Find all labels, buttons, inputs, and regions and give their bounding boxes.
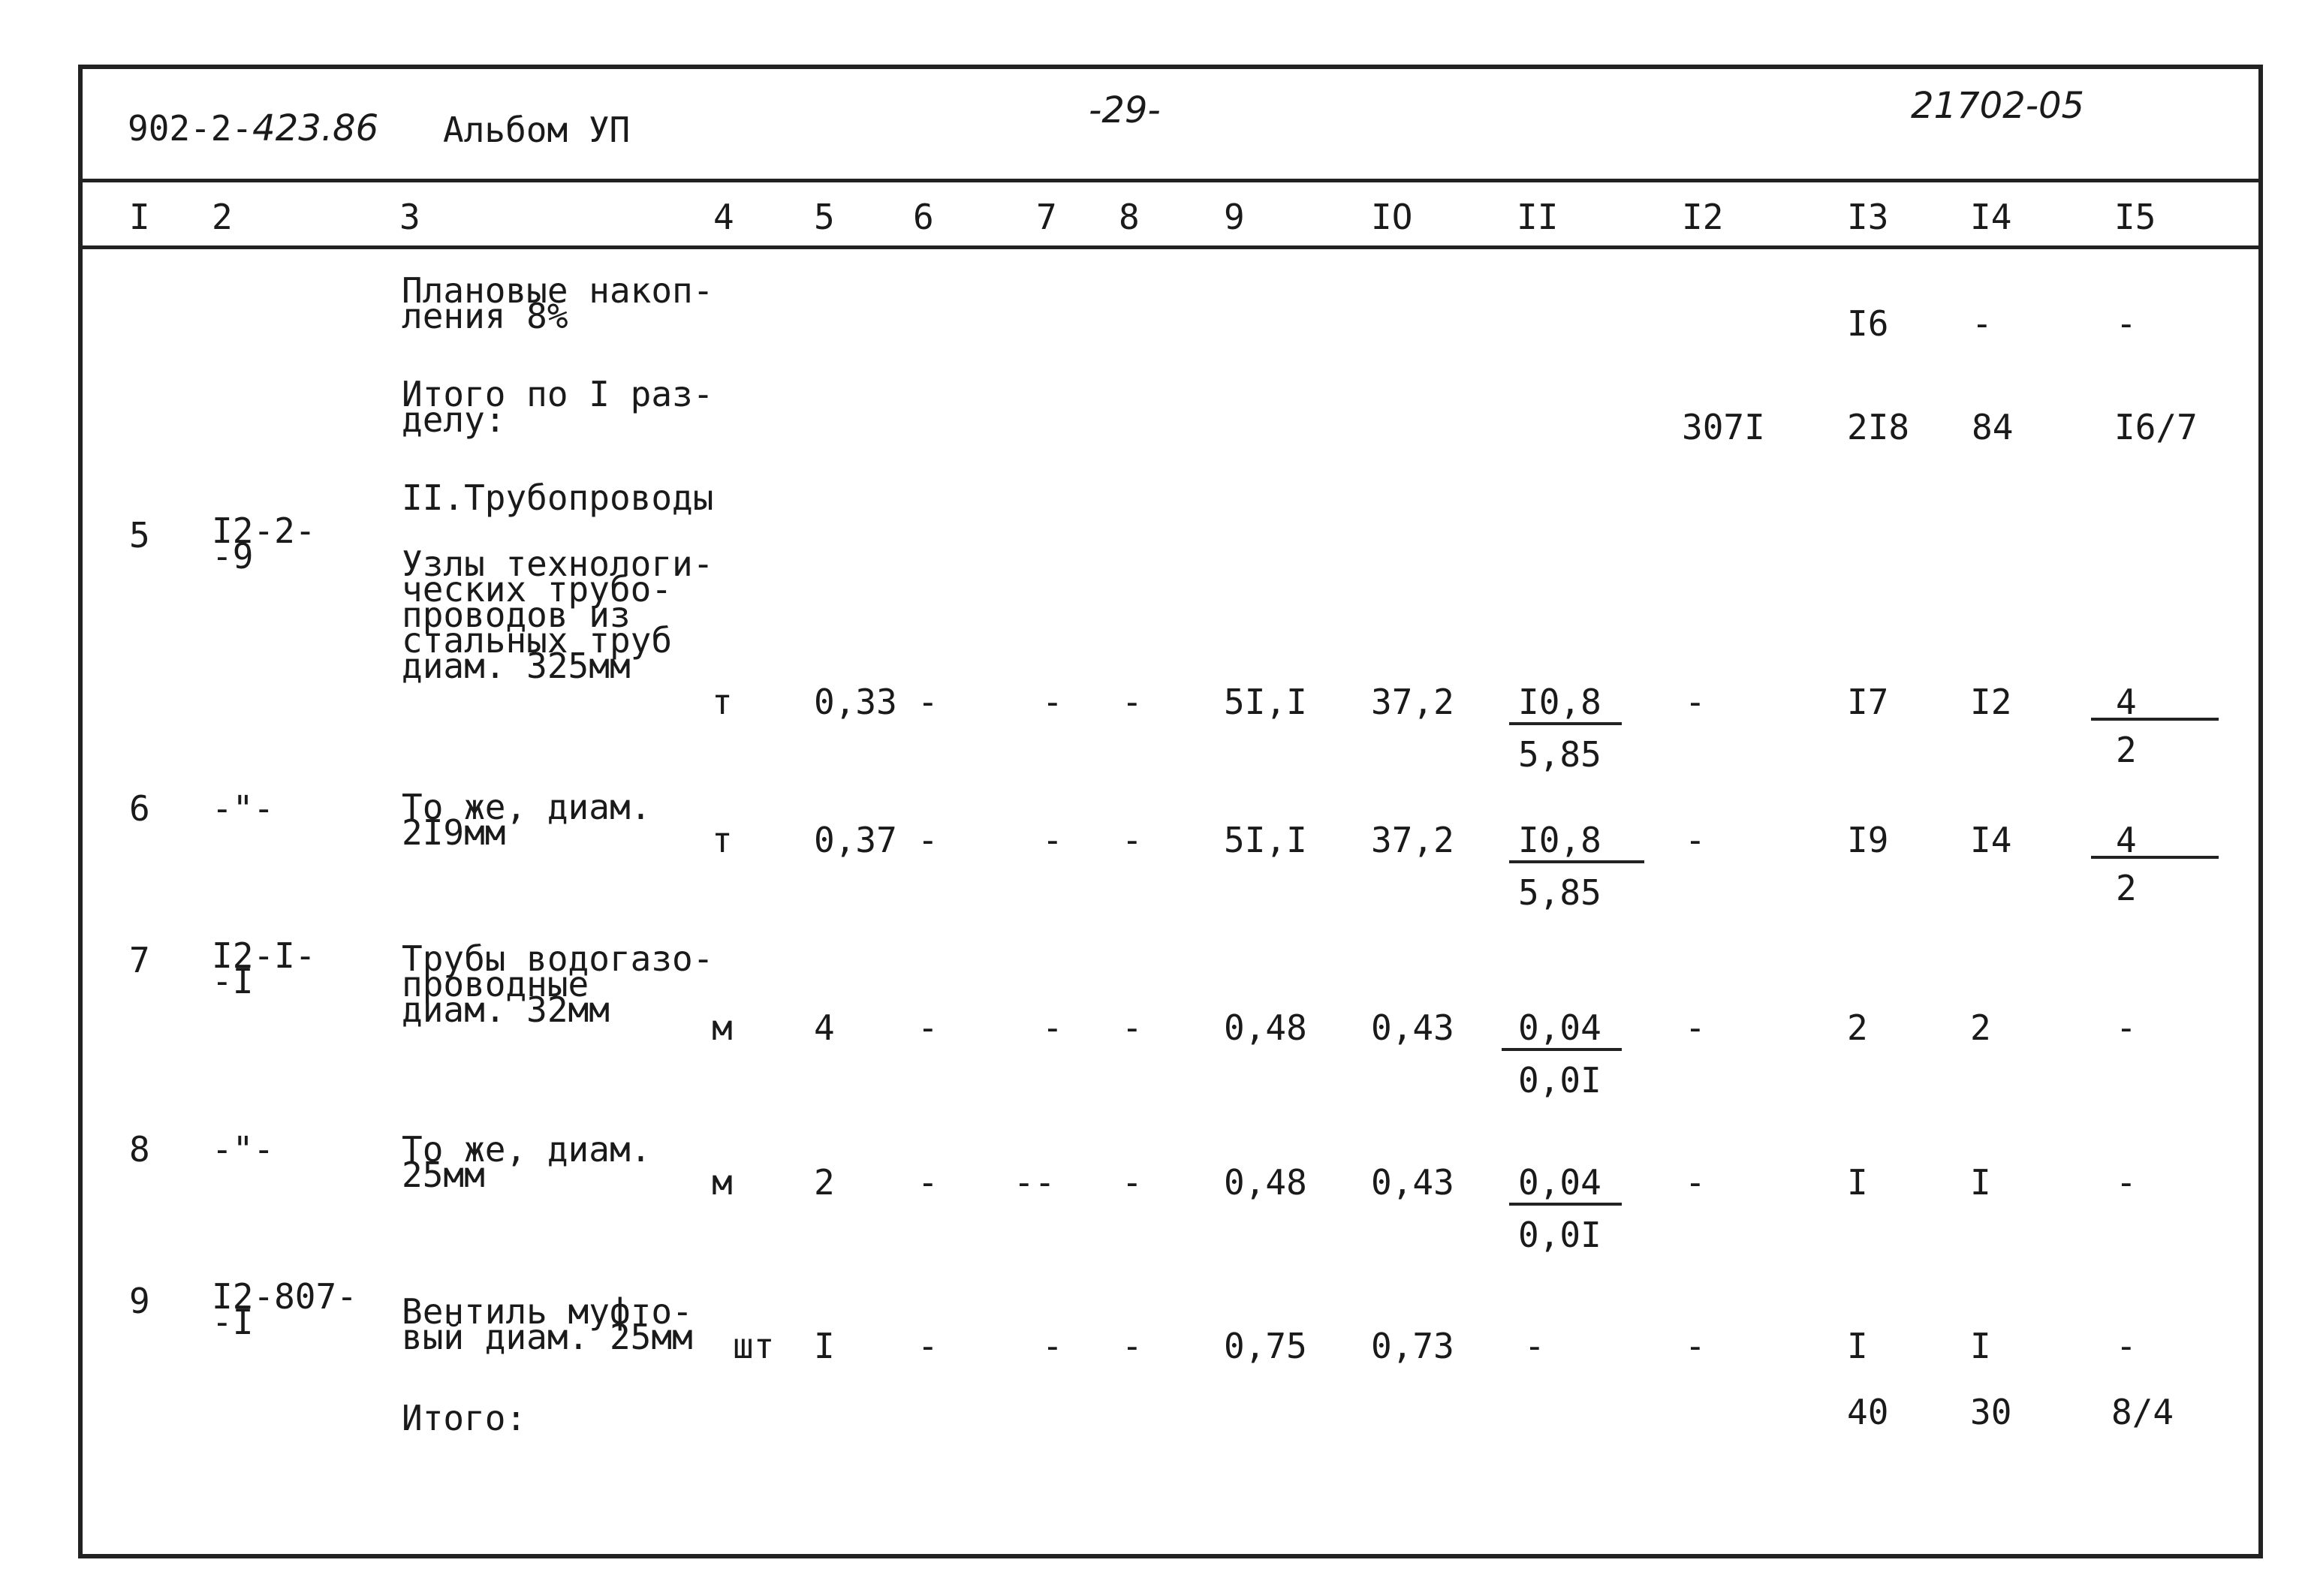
cell: 5I,I bbox=[1224, 682, 1307, 722]
cell: 0,73 bbox=[1371, 1326, 1454, 1366]
col-header: I3 bbox=[1847, 197, 1889, 237]
row-code: -"- bbox=[212, 788, 275, 829]
cell: - bbox=[1042, 1326, 1063, 1366]
cell-fraction-top: 4 bbox=[2116, 820, 2137, 860]
section-title: II.Трубопроводы bbox=[402, 477, 714, 518]
cell-fraction-top: 0,04 bbox=[1518, 1162, 1601, 1203]
row-number: 7 bbox=[129, 940, 150, 980]
fraction-line bbox=[2091, 718, 2219, 721]
cell: I bbox=[1847, 1326, 1868, 1366]
col-header: I2 bbox=[1682, 197, 1724, 237]
album-title: Альбом УП bbox=[443, 110, 631, 150]
row-code: I2-2- -9 bbox=[212, 510, 316, 577]
cell: - bbox=[1685, 820, 1706, 860]
cell: - bbox=[917, 682, 939, 722]
cell-fraction-top: 0,04 bbox=[1518, 1007, 1601, 1048]
cell: - bbox=[1972, 303, 1993, 344]
cell-fraction-bottom: 0,0I bbox=[1518, 1215, 1601, 1255]
col-header: II bbox=[1517, 197, 1559, 237]
cell: I9 bbox=[1847, 820, 1889, 860]
cell: 307I bbox=[1682, 407, 1765, 447]
cell-fraction-top: I0,8 bbox=[1518, 682, 1601, 722]
cell: I bbox=[1970, 1326, 1991, 1366]
cell: 8/4 bbox=[2111, 1392, 2174, 1432]
cell: - bbox=[1042, 820, 1063, 860]
cell-fraction-bottom: 5,85 bbox=[1518, 872, 1601, 913]
cell: - bbox=[1122, 682, 1143, 722]
row-code: I2-807- -I bbox=[212, 1276, 357, 1342]
col-header: 4 bbox=[713, 197, 734, 237]
cell: - bbox=[2116, 1007, 2137, 1048]
cell: 0,48 bbox=[1224, 1162, 1307, 1203]
col-header: 2 bbox=[212, 197, 233, 237]
row-name: То же, диам. 2I9мм bbox=[402, 787, 652, 853]
cell-fraction-bottom: 2 bbox=[2116, 730, 2137, 770]
cell: 37,2 bbox=[1371, 820, 1454, 860]
cell: - bbox=[1122, 1007, 1143, 1048]
col-header: I5 bbox=[2114, 197, 2156, 237]
cell-unit: т bbox=[712, 820, 733, 860]
cell: - bbox=[2116, 1326, 2137, 1366]
col-header: I4 bbox=[1970, 197, 2012, 237]
cell: 40 bbox=[1847, 1392, 1889, 1432]
cell: 0,75 bbox=[1224, 1326, 1307, 1366]
row-code: I2-I- -I bbox=[212, 935, 316, 1001]
col-header: 3 bbox=[399, 197, 420, 237]
cell: - bbox=[1122, 1326, 1143, 1366]
cell: I2 bbox=[1970, 682, 2012, 722]
cell: 0,43 bbox=[1371, 1162, 1454, 1203]
row-plan-name: Плановые накоп- ления 8% bbox=[402, 270, 714, 336]
cell: I bbox=[814, 1326, 835, 1366]
cell: 2 bbox=[1847, 1007, 1868, 1048]
cell: 84 bbox=[1972, 407, 2014, 447]
fraction-line bbox=[2091, 856, 2219, 859]
cell: - bbox=[1685, 1007, 1706, 1048]
cell: - bbox=[917, 1007, 939, 1048]
doc-code: 902-2-423.86 bbox=[128, 107, 379, 149]
cell: - bbox=[917, 1162, 939, 1203]
cell-unit: м bbox=[712, 1162, 733, 1203]
cell: - bbox=[917, 1326, 939, 1366]
row-total1-name: Итого по I раз- делу: bbox=[402, 374, 714, 440]
cell: I6 bbox=[1847, 303, 1889, 344]
page-number: -29- bbox=[1089, 89, 1161, 131]
cell-fraction-bottom: 2 bbox=[2116, 868, 2137, 908]
cell: 0,33 bbox=[814, 682, 897, 722]
cell: - bbox=[1042, 682, 1063, 722]
column-header-rule bbox=[83, 245, 2258, 249]
cell: I7 bbox=[1847, 682, 1889, 722]
fraction-line bbox=[1509, 722, 1622, 725]
col-header: IO bbox=[1371, 197, 1413, 237]
cell-fraction-bottom: 5,85 bbox=[1518, 734, 1601, 775]
fraction-line bbox=[1509, 860, 1644, 863]
col-header: 8 bbox=[1119, 197, 1140, 237]
cell-unit: м bbox=[712, 1007, 733, 1048]
cell: I bbox=[1970, 1162, 1991, 1203]
cell: I4 bbox=[1970, 820, 2012, 860]
cell: - bbox=[1524, 1326, 1545, 1366]
cell: 5I,I bbox=[1224, 820, 1307, 860]
cell: I bbox=[1847, 1162, 1868, 1203]
cell-unit: шт bbox=[733, 1326, 775, 1366]
row-number: 6 bbox=[129, 788, 150, 829]
cell: I6/7 bbox=[2114, 407, 2198, 447]
sheet-code: 21702-05 bbox=[1911, 85, 2085, 127]
col-header: I bbox=[129, 197, 150, 237]
cell: 2 bbox=[1970, 1007, 1991, 1048]
cell: - bbox=[1122, 820, 1143, 860]
row-name: Трубы водогазо- проводные диам. 32мм bbox=[402, 938, 714, 1030]
cell: 0,43 bbox=[1371, 1007, 1454, 1048]
cell: - bbox=[2116, 1162, 2137, 1203]
row-number: 8 bbox=[129, 1129, 150, 1170]
cell: - bbox=[2116, 303, 2137, 344]
cell: - bbox=[1685, 1326, 1706, 1366]
cell: 2 bbox=[814, 1162, 835, 1203]
cell: - bbox=[1042, 1007, 1063, 1048]
cell: - bbox=[1685, 682, 1706, 722]
cell-fraction-top: 4 bbox=[2116, 682, 2137, 722]
row-number: 5 bbox=[129, 515, 150, 556]
col-header: 6 bbox=[913, 197, 934, 237]
header-rule bbox=[83, 179, 2258, 182]
row-number: 9 bbox=[129, 1281, 150, 1321]
row-name: Узлы технологи- ческих трубо- проводов из стальных труб диам. 325мм bbox=[402, 544, 714, 686]
cell: 37,2 bbox=[1371, 682, 1454, 722]
cell: -- bbox=[1014, 1162, 1056, 1203]
cell: - bbox=[1685, 1162, 1706, 1203]
cell: 2I8 bbox=[1847, 407, 1910, 447]
cell-unit: т bbox=[712, 682, 733, 722]
cell-fraction-top: I0,8 bbox=[1518, 820, 1601, 860]
cell: - bbox=[917, 820, 939, 860]
row-total-name: Итого: bbox=[402, 1398, 527, 1438]
col-header: 9 bbox=[1224, 197, 1245, 237]
row-name: То же, диам. 25мм bbox=[402, 1129, 652, 1195]
cell: 30 bbox=[1970, 1392, 2012, 1432]
col-header: 5 bbox=[814, 197, 835, 237]
fraction-line bbox=[1509, 1203, 1622, 1206]
fraction-line bbox=[1502, 1048, 1622, 1051]
cell: 4 bbox=[814, 1007, 835, 1048]
row-name: Вентиль муфто- вый диам. 25мм bbox=[402, 1291, 693, 1357]
cell: 0,48 bbox=[1224, 1007, 1307, 1048]
cell-fraction-bottom: 0,0I bbox=[1518, 1060, 1601, 1101]
cell: 0,37 bbox=[814, 820, 897, 860]
row-code: -"- bbox=[212, 1129, 275, 1170]
cell: - bbox=[1122, 1162, 1143, 1203]
col-header: 7 bbox=[1036, 197, 1057, 237]
